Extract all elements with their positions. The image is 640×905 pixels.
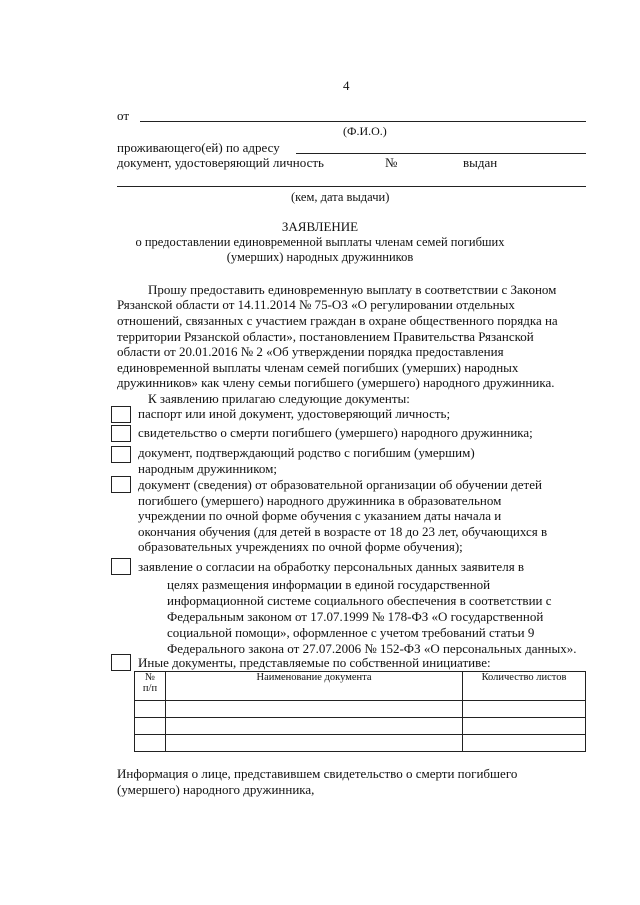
checklist-item-consent-line: социальной помощи», оформленное с учетом требований статьи 9 [167, 625, 535, 640]
footer-line: Информация о лице, представившем свидетельство о смерти погибшего [117, 766, 518, 781]
body-line: дружинников» как члену семьи погибшего (умершего) народного дружинника. [117, 375, 555, 390]
table-row[interactable] [135, 701, 586, 718]
checklist-item-education-line: погибшего (умершего) народного дружинника в образовательном [138, 493, 502, 508]
checklist-item-consent-line: Федерального закона от 27.07.2006 № 152-ФЗ «О персональных данных». [167, 641, 577, 656]
header-number-label: № [144, 672, 156, 683]
body-line: области от 20.01.2016 № 2 «Об утверждении порядка предоставления [117, 344, 504, 359]
checklist-item-passport: паспорт или иной документ, удостоверяющий личность; [138, 406, 451, 421]
checkbox-kinship-document[interactable] [111, 446, 131, 463]
issued-label: выдан [463, 155, 498, 170]
checklist-item-consent-line: Федеральным законом от 17.07.1999 № 178-ФЗ «О государственной [167, 609, 544, 624]
id-document-label: документ, удостоверяющий личность [117, 155, 324, 170]
header-document-name: Наименование документа [166, 672, 463, 701]
header-sheet-count: Количество листов [463, 672, 586, 701]
table-row[interactable] [135, 735, 586, 752]
body-line: Прошу предоставить единовременную выплату в соответствии с Законом [148, 282, 557, 297]
body-line: единовременной выплаты членам семей погибших (умерших) народных [117, 360, 519, 375]
checklist-item-consent-line: целях размещения информации в единой государственной [167, 577, 491, 592]
header-number-cell [135, 672, 166, 701]
footer-line: (умершего) народного дружинника, [117, 782, 315, 797]
checkbox-passport[interactable] [111, 406, 131, 423]
checkbox-other-documents[interactable] [111, 654, 131, 671]
checkbox-personal-data-consent[interactable] [111, 558, 131, 575]
checklist-item-education-line: образовательных учреждениях по очной форме обучения); [138, 539, 463, 554]
page-number: 4 [343, 78, 350, 93]
checklist-item-consent-line: информационной системе социального обеспечения в соответствии с [167, 593, 552, 608]
checklist-item-education-line: документ (сведения) от образовательной организации об обучении детей [138, 477, 542, 492]
body-line: территории Рязанской области», постановлением Правительства Рязанской [117, 329, 534, 344]
checklist-item-kinship-line1: документ, подтверждающий родство с погибшим (умершим) [138, 445, 475, 460]
issuer-field-line[interactable] [117, 186, 586, 187]
fio-field-line[interactable] [140, 121, 586, 122]
table-header-row [135, 672, 586, 701]
checkbox-education-document[interactable] [111, 476, 131, 493]
address-field-line[interactable] [296, 153, 586, 154]
checklist-item-education-line: учреждении по очной форме обучения с указанием даты начала и [138, 508, 502, 523]
documents-table [134, 671, 586, 752]
checklist-item-other-documents: Иные документы, представляемые по собственной инициативе: [138, 655, 491, 670]
header-number-sub-label: п/п [142, 683, 158, 694]
checklist-item-consent-line: заявление о согласии на обработку персональных данных заявителя в [138, 559, 525, 574]
document-title: ЗАЯВЛЕНИЕ [281, 219, 359, 234]
checklist-item-kinship-line2: народным дружинником; [138, 461, 277, 476]
body-line: отношений, связанных с участием граждан в охране общественного порядка на [117, 313, 558, 328]
document-subtitle-line2: (умерших) народных дружинников [226, 250, 414, 264]
table-row[interactable] [135, 718, 586, 735]
fio-caption: (Ф.И.О.) [343, 124, 387, 138]
attachments-intro: К заявлению прилагаю следующие документы: [148, 391, 410, 406]
checklist-item-death-certificate: свидетельство о смерти погибшего (умершего) народного дружинника; [138, 425, 533, 440]
address-label: проживающего(ей) по адресу [117, 140, 280, 155]
checklist-item-education-line: окончания обучения (для детей в возрасте от 18 до 23 лет, обучающихся в [138, 524, 548, 539]
issuer-caption: (кем, дата выдачи) [291, 190, 390, 204]
document-subtitle-line1: о предоставлении единовременной выплаты членам семей погибших [135, 235, 505, 249]
checkbox-death-certificate[interactable] [111, 425, 131, 442]
from-label: от [117, 108, 130, 123]
number-label: № [385, 155, 398, 170]
body-line: Рязанской области от 14.11.2014 № 75-ОЗ «О регулировании отдельных [117, 297, 515, 312]
